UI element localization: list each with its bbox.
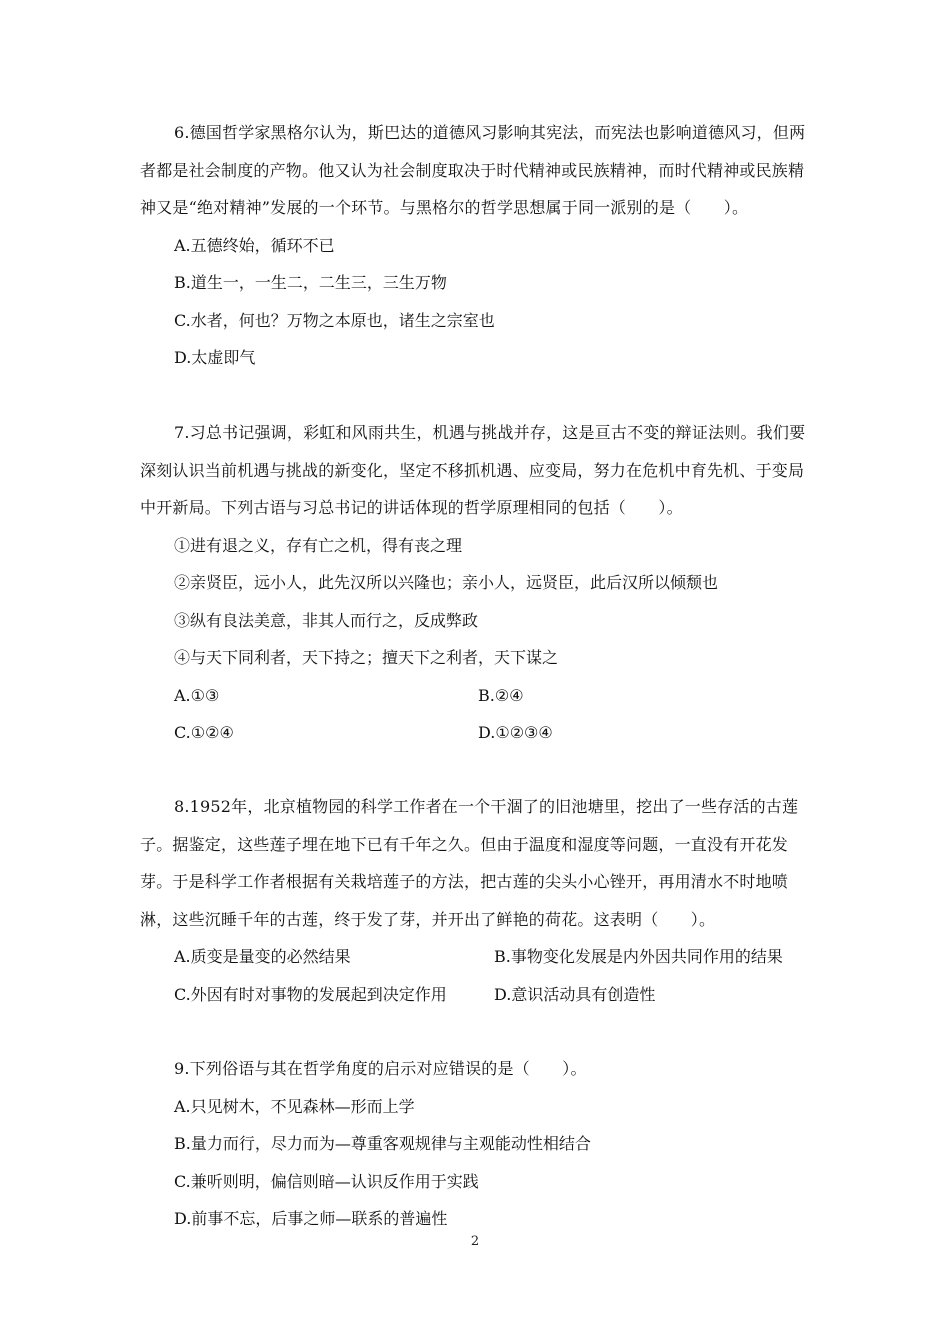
options-row-2 xyxy=(140,714,810,752)
option-d: D.①②③④ xyxy=(478,723,553,742)
option-a: A.质变是量变的必然结果 xyxy=(174,947,351,966)
option-b: B.事物变化发展是内外因共同作用的结果 xyxy=(494,947,783,966)
option-c: C.水者，何也？万物之本原也，诸生之宗室也 xyxy=(174,310,495,330)
page-number: 2 xyxy=(470,1234,480,1249)
option-a: A.①③ xyxy=(174,685,220,705)
option-a: A.五德终始，循环不已 xyxy=(174,235,335,255)
option-c: C.外因有时对事物的发展起到决定作用 xyxy=(174,984,447,1004)
options-row-1 xyxy=(140,938,810,976)
question-stem: 8.1952年，北京植物园的科学工作者在一个干涸了的旧池塘里，挖出了一些存活的古莲子。据鉴定，这些莲子埋在地下已有千年之久。但由于温度和湿度等问题，一直没有开花发芽。于是科学工作者根据有关栽培莲子的方法，把古莲的尖头小心锉开，再用清水不时地喷淋，这些沉睡千年的古莲，终于发了芽，并开出了鲜艳的荷花。这表明（ ）。 xyxy=(140,797,799,929)
question-8 xyxy=(140,788,810,1013)
question-9 xyxy=(140,1050,810,1238)
option-a: A.只见树木，不见森林—形而上学 xyxy=(174,1096,415,1116)
option-c: C.①②④ xyxy=(174,723,234,742)
question-stem: 6.德国哲学家黑格尔认为，斯巴达的道德风习影响其宪法，而宪法也影响道德风习，但两者都是社会制度的产物。他又认为社会制度取决于时代精神或民族精神，而时代精神或民族精神又是“绝对精神”发展的一个环节。与黑格尔的哲学思想属于同一派别的是（ ）。 xyxy=(140,123,806,217)
option-c: C.兼听则明，偏信则暗—认识反作用于实践 xyxy=(174,1171,479,1191)
option-d: D.太虚即气 xyxy=(174,348,256,367)
statement-3: ③纵有良法美意，非其人而行之，反成弊政 xyxy=(174,610,479,630)
question-6 xyxy=(140,114,810,377)
question-stem: 7.习总书记强调，彩虹和风雨共生，机遇与挑战并存，这是亘古不变的辩证法则。我们要深刻认识当前机遇与挑战的新变化，坚定不移抓机遇、应变局，努力在危机中育先机、于变局中开新局。下列古语与习总书记的讲话体现的哲学原理相同的包括（ ）。 xyxy=(140,423,806,517)
options-row-2 xyxy=(140,976,810,1014)
statement-1: ①进有退之义，存有亡之机，得有丧之理 xyxy=(174,535,463,555)
question-7 xyxy=(140,414,810,752)
statement-2: ②亲贤臣，远小人，此先汉所以兴隆也；亲小人，远贤臣，此后汉所以倾颓也 xyxy=(174,573,719,592)
question-stem: 9.下列俗语与其在哲学角度的启示对应错误的是（ ）。 xyxy=(174,1059,587,1078)
option-b: B.②④ xyxy=(478,685,524,705)
statement-4: ④与天下同利者，天下持之；擅天下之利者，天下谋之 xyxy=(174,648,559,667)
options-row-1 xyxy=(140,677,810,715)
option-b: B.道生一，一生二，二生三，三生万物 xyxy=(174,273,447,292)
option-d: D.前事不忘，后事之师—联系的普遍性 xyxy=(174,1209,448,1228)
option-b: B.量力而行，尽力而为—尊重客观规律与主观能动性相结合 xyxy=(174,1134,591,1153)
option-d: D.意识活动具有创造性 xyxy=(494,984,656,1004)
